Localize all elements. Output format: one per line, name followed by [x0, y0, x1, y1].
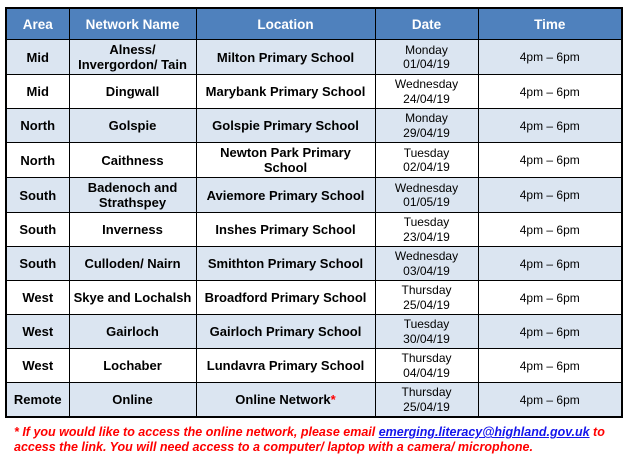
network-cell: Inverness — [69, 213, 196, 247]
date-value: 04/04/19 — [403, 365, 450, 380]
date-value: 02/04/19 — [403, 160, 450, 174]
date-day: Tuesday — [403, 317, 450, 332]
location-text: Newton Park Primary School — [220, 145, 351, 175]
area-cell: South — [6, 178, 69, 213]
date-value: 30/04/19 — [403, 331, 450, 346]
date-value: 01/05/19 — [403, 195, 450, 209]
network-schedule-table — [5, 7, 623, 418]
location-text: Inshes Primary School — [215, 222, 356, 237]
date-value: 03/04/19 — [403, 263, 450, 278]
time-cell: 4pm – 6pm — [478, 315, 622, 349]
network-cell: Alness/ Invergordon/ Tain — [69, 40, 196, 75]
network-cell: Golspie — [69, 109, 196, 143]
time-cell: 4pm – 6pm — [478, 109, 622, 143]
date-value: 24/04/19 — [403, 91, 450, 106]
table-row — [6, 75, 622, 109]
location-cell — [196, 383, 375, 418]
date-cell — [375, 75, 478, 109]
table-row — [6, 247, 622, 281]
location-cell — [196, 143, 375, 178]
location-cell — [196, 349, 375, 383]
location-cell — [196, 213, 375, 247]
date-value: 25/04/19 — [403, 297, 450, 312]
location-text: Broadford Primary School — [204, 290, 367, 305]
table-header-row — [6, 8, 622, 40]
location-cell — [196, 281, 375, 315]
table-row — [6, 281, 622, 315]
location-text: Online Network — [235, 392, 331, 407]
date-cell — [375, 349, 478, 383]
network-cell: Lochaber — [69, 349, 196, 383]
time-cell: 4pm – 6pm — [478, 75, 622, 109]
location-cell — [196, 40, 375, 75]
area-cell: West — [6, 315, 69, 349]
area-cell: West — [6, 349, 69, 383]
table-row — [6, 213, 622, 247]
location-text: Golspie Primary School — [212, 118, 359, 133]
time-cell: 4pm – 6pm — [478, 40, 622, 75]
time-cell: 4pm – 6pm — [478, 213, 622, 247]
location-text: Smithton Primary School — [207, 256, 364, 271]
online-access-footnote — [14, 425, 614, 455]
location-cell — [196, 109, 375, 143]
table-row — [6, 178, 622, 213]
footnote-text-before-email: * If you would like to access the online network, please email — [14, 425, 379, 439]
footnote-text-after-email: to access the link. You will need access to a computer/ laptop with a camera/ microphone. — [14, 425, 605, 454]
date-day: Wednesday — [394, 77, 459, 92]
date-day: Wednesday — [394, 249, 459, 264]
header-area: Area — [6, 8, 69, 40]
date-value: 23/04/19 — [403, 229, 450, 244]
location-text: Aviemore Primary School — [206, 187, 365, 203]
location-text: Marybank Primary School — [205, 84, 366, 99]
time-cell: 4pm – 6pm — [478, 178, 622, 213]
area-cell: Remote — [6, 383, 69, 418]
table-row — [6, 315, 622, 349]
network-cell: Badenoch and Strathspey — [69, 178, 196, 213]
network-cell: Dingwall — [69, 75, 196, 109]
area-cell: North — [6, 143, 69, 178]
date-cell — [375, 109, 478, 143]
time-cell: 4pm – 6pm — [478, 281, 622, 315]
header-date: Date — [375, 8, 478, 40]
date-cell — [375, 315, 478, 349]
table-row — [6, 383, 622, 418]
area-cell: South — [6, 213, 69, 247]
area-cell: Mid — [6, 75, 69, 109]
date-value: 29/04/19 — [403, 125, 450, 140]
location-cell — [196, 247, 375, 281]
red-asterisk: * — [330, 392, 336, 407]
time-cell: 4pm – 6pm — [478, 143, 622, 178]
date-day: Thursday — [401, 385, 452, 400]
date-day: Tuesday — [403, 215, 450, 230]
date-cell — [375, 281, 478, 315]
location-cell — [196, 178, 375, 213]
date-cell — [375, 383, 478, 418]
date-cell — [375, 40, 478, 75]
date-value: 25/04/19 — [403, 399, 450, 414]
table-row — [6, 349, 622, 383]
location-cell — [196, 315, 375, 349]
network-cell: Skye and Lochalsh — [69, 281, 196, 315]
date-day: Tuesday — [403, 145, 450, 160]
time-cell: 4pm – 6pm — [478, 349, 622, 383]
date-cell — [375, 213, 478, 247]
network-cell: Gairloch — [69, 315, 196, 349]
network-cell: Online — [69, 383, 196, 418]
email-link[interactable]: emerging.literacy@highland.gov.uk — [378, 425, 590, 439]
date-cell — [375, 247, 478, 281]
date-day: Wednesday — [394, 180, 459, 195]
date-day: Monday — [405, 111, 448, 126]
area-cell: Mid — [6, 40, 69, 75]
location-text: Milton Primary School — [216, 49, 355, 65]
area-cell: North — [6, 109, 69, 143]
location-cell — [196, 75, 375, 109]
area-cell: West — [6, 281, 69, 315]
date-day: Thursday — [401, 351, 452, 366]
date-cell — [375, 143, 478, 178]
table-row — [6, 40, 622, 75]
network-cell: Caithness — [69, 143, 196, 178]
table-row — [6, 109, 622, 143]
date-day: Thursday — [401, 283, 452, 298]
location-text: Lundavra Primary School — [206, 358, 365, 373]
header-network-name: Network Name — [69, 8, 196, 40]
table-row — [6, 143, 622, 178]
network-cell: Culloden/ Nairn — [69, 247, 196, 281]
date-value: 01/04/19 — [403, 57, 450, 71]
header-time: Time — [478, 8, 622, 40]
date-day: Monday — [405, 42, 448, 57]
location-text: Gairloch Primary School — [209, 324, 362, 339]
time-cell: 4pm – 6pm — [478, 247, 622, 281]
header-location: Location — [196, 8, 375, 40]
time-cell: 4pm – 6pm — [478, 383, 622, 418]
date-cell — [375, 178, 478, 213]
area-cell: South — [6, 247, 69, 281]
